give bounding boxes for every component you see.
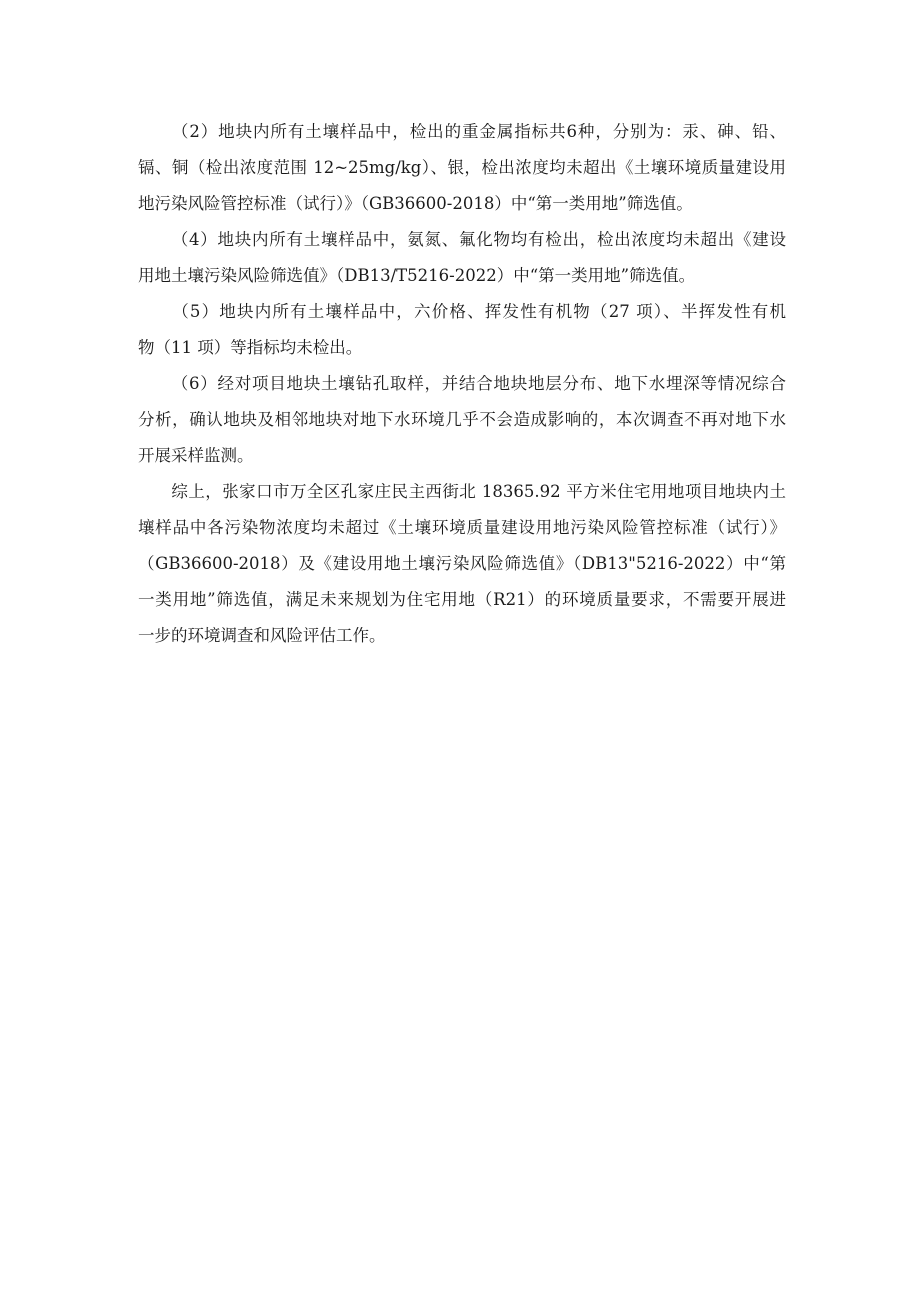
paragraph-not-detected (138, 294, 786, 366)
text-line: （2）地块内所有土壤样品中，检出的重金属指标共6种，分别为：汞、砷、铅、 (171, 122, 786, 141)
paragraph-ammonia-fluoride (138, 222, 786, 294)
text-line: （6）经对项目地块土壤钻孔取样，并结合地块地层分布、地下水埋深等情况综合 (171, 374, 786, 393)
text-line: 用地土壤污染风险筛选值》（DB13/T5216-2022）中“第一类用地”筛选值。 (138, 266, 696, 285)
text-line: （5）地块内所有土壤样品中，六价格、挥发性有机物（27 项）、半挥发性有机 (171, 302, 786, 321)
text-line: 分析，确认地块及相邻地块对地下水环境几乎不会造成影响的，本次调查不再对地下水 (138, 410, 786, 429)
text-line: 一步的环境调查和风险评估工作。 (138, 626, 386, 645)
paragraph-groundwater (138, 366, 786, 474)
text-line: （GB36600-2018）及《建设用地土壤污染风险筛选值》（DB13"5216-2022）中“第 (138, 554, 786, 573)
text-line: 综上，张家口市万全区孔家庄民主西街北 18365.92 平方米住宅用地项目地块内土 (171, 482, 786, 501)
text-line: 开展采样监测。 (138, 446, 254, 465)
text-line: 地污染风险管控标准（试行）》（GB36600-2018）中“第一类用地”筛选值。 (138, 194, 693, 213)
text-line: （4）地块内所有土壤样品中，氨氮、氟化物均有检出，检出浓度均未超出《建设 (171, 230, 786, 249)
text-line: 物（11 项）等指标均未检出。 (138, 338, 363, 357)
paragraph-conclusion (138, 474, 786, 654)
text-line: 壤样品中各污染物浓度均未超过《土壤环境质量建设用地污染风险管控标准（试行）》 (138, 518, 786, 537)
text-line: 镉、铜（检出浓度范围 12~25mg/kg）、银，检出浓度均未超出《土壤环境质量建设用 (138, 158, 786, 177)
document-body (138, 114, 786, 654)
paragraph-heavy-metals (138, 114, 786, 222)
text-line: 一类用地”筛选值，满足未来规划为住宅用地（R21）的环境质量要求，不需要开展进 (138, 590, 786, 609)
